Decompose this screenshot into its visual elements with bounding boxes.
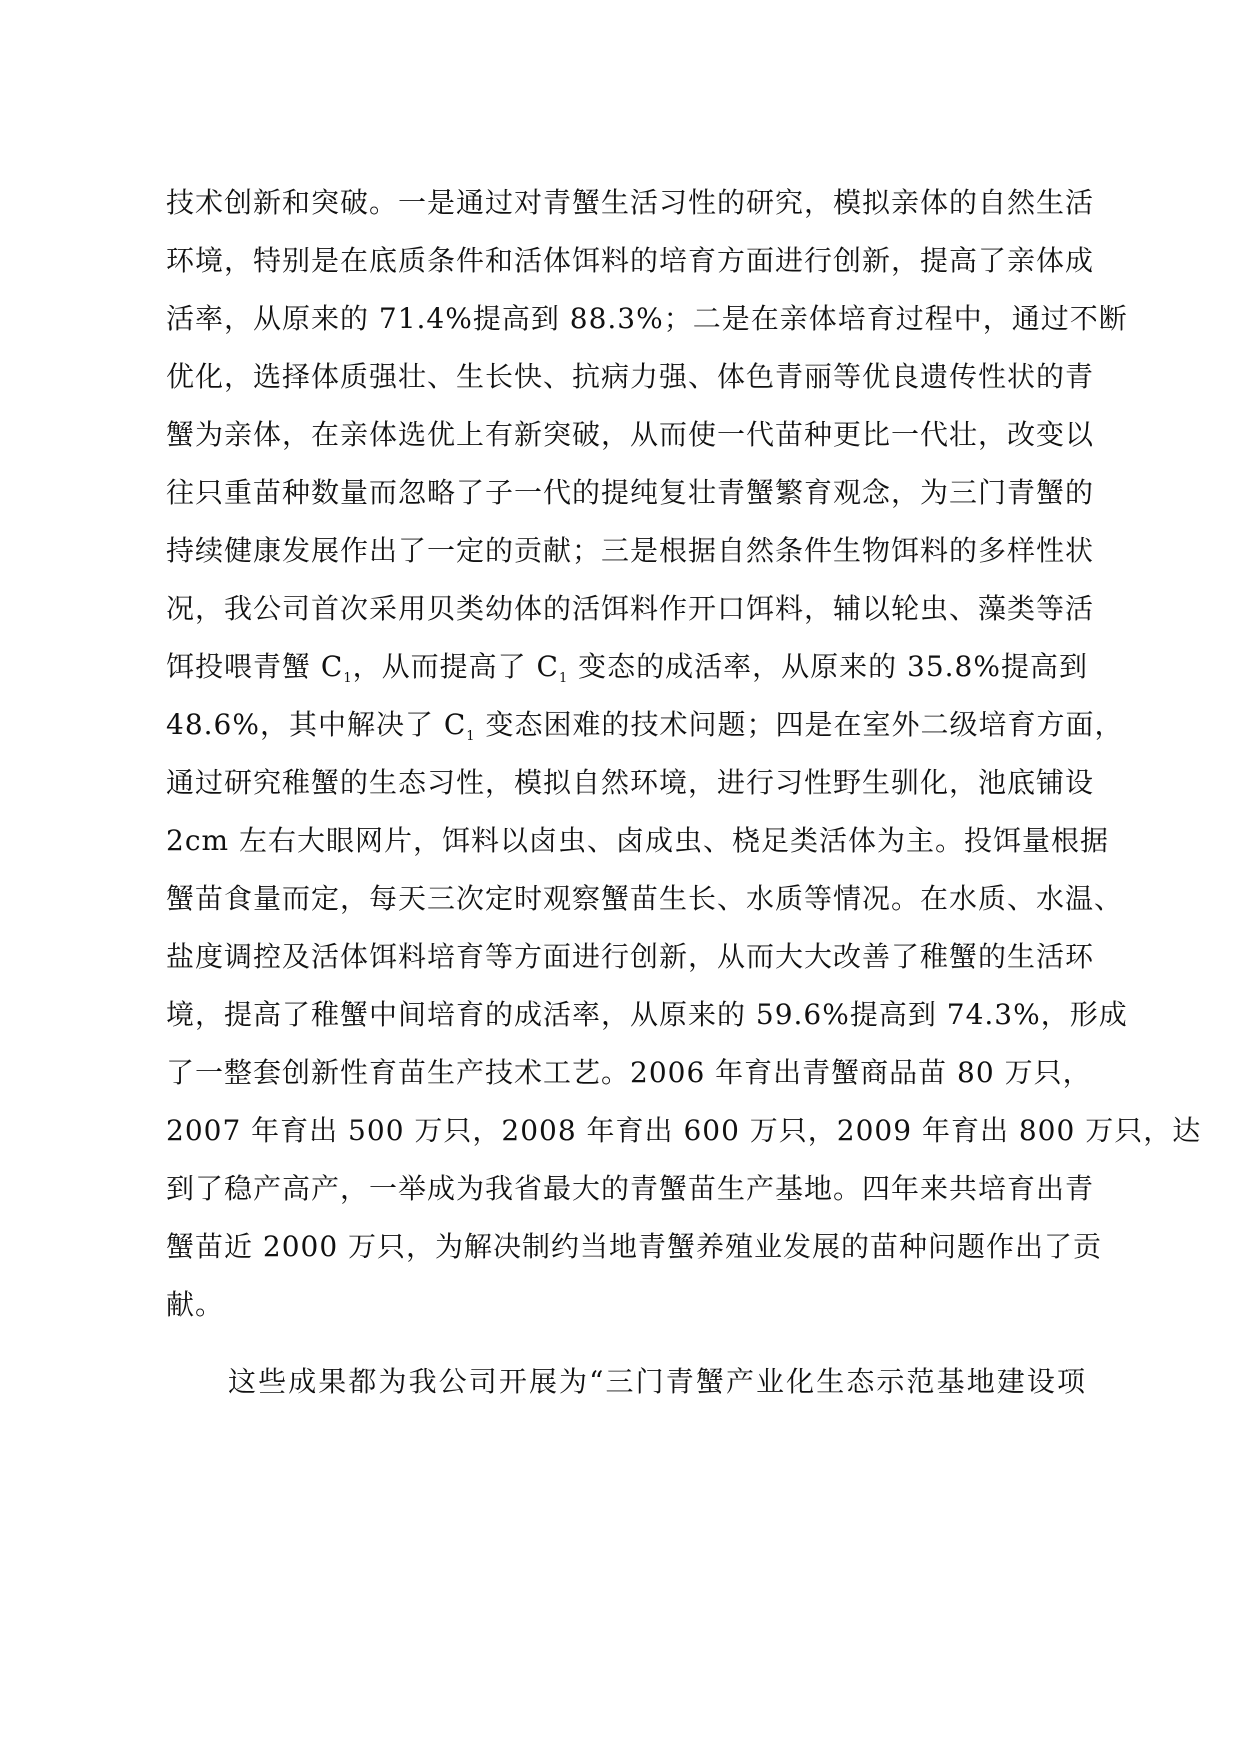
text-line: 盐度调控及活体饵料培育等方面进行创新，从而大大改善了稚蟹的生活环	[166, 940, 1095, 973]
text-segment: 变态困难的技术问题；四是在室外二级培育方面，	[475, 708, 1124, 741]
text-line-with-subscript	[166, 647, 1086, 687]
text-line: 往只重苗种数量而忽略了子一代的提纯复壮青蟹繁育观念，为三门青蟹的	[166, 476, 1095, 509]
text-line: 活率，从原来的 71.4%提高到 88.3%；二是在亲体培育过程中，通过不断	[166, 302, 1128, 335]
text-line: 技术创新和突破。一是通过对青蟹生活习性的研究，模拟亲体的自然生活	[166, 186, 1095, 219]
text-line: 2007 年育出 500 万只，2008 年育出 600 万只，2009 年育出 800 万只，达	[166, 1114, 1202, 1147]
subscript: 1	[558, 671, 569, 686]
text-line: 持续健康发展作出了一定的贡献；三是根据自然条件生物饵料的多样性状	[166, 534, 1095, 567]
subscript: 1	[466, 729, 476, 744]
text-line: 蟹苗近 2000 万只，为解决制约当地青蟹养殖业发展的苗种问题作出了贡	[166, 1230, 1103, 1263]
text-line: 蟹为亲体，在亲体选优上有新突破，从而使一代苗种更比一代壮，改变以	[166, 418, 1095, 451]
text-line: 通过研究稚蟹的生态习性，模拟自然环境，进行习性野生驯化，池底铺设	[166, 766, 1095, 799]
text-line-with-subscript	[166, 705, 1124, 745]
text-line: 况，我公司首次采用贝类幼体的活饵料作开口饵料，辅以轮虫、藻类等活	[166, 592, 1095, 625]
text-line: 2cm 左右大眼网片，饵料以卤虫、卤成虫、桡足类活体为主。投饵量根据	[166, 824, 1109, 857]
text-line: 到了稳产高产，一举成为我省最大的青蟹苗生产基地。四年来共培育出青	[166, 1172, 1095, 1205]
text-segment: 变态的成活率，从原来的 35.8%提高到	[568, 650, 1088, 683]
subscript: 1	[343, 671, 353, 686]
text-segment: 饵投喂青蟹 C	[166, 650, 344, 683]
text-line: 这些成果都为我公司开展为“三门青蟹产业化生态示范基地建设项	[228, 1365, 1086, 1398]
text-line: 献。	[166, 1288, 225, 1321]
text-segment: ，从而提高了 C	[352, 650, 559, 683]
text-line: 了一整套创新性育苗生产技术工艺。2006 年育出青蟹商品苗 80 万只，	[166, 1056, 1092, 1089]
text-line: 优化，选择体质强壮、生长快、抗病力强、体色青丽等优良遗传性状的青	[166, 360, 1095, 393]
text-segment: 48.6%，其中解决了 C	[166, 708, 467, 741]
text-line: 环境，特别是在底质条件和活体饵料的培育方面进行创新，提高了亲体成	[166, 244, 1095, 277]
text-line: 境，提高了稚蟹中间培育的成活率，从原来的 59.6%提高到 74.3%，形成	[166, 998, 1128, 1031]
text-line: 蟹苗食量而定，每天三次定时观察蟹苗生长、水质等情况。在水质、水温、	[166, 882, 1124, 915]
